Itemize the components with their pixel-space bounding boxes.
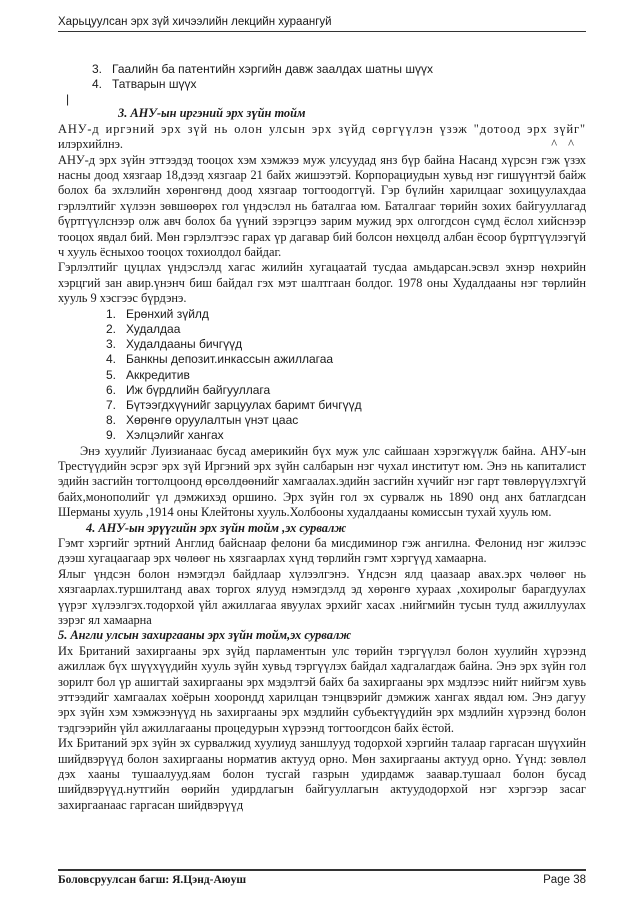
list-item bbox=[106, 398, 586, 413]
list-number: 3. bbox=[106, 337, 117, 352]
stray-mark: | bbox=[66, 92, 70, 107]
list-text: Банкны депозит.инкассын ажиллагаа bbox=[126, 352, 334, 367]
section3-paragraph1-line1: АНУ-д иргэний эрх зүй нь олон улсын эрх зүйд сөргүүлэн үзэж "дотоод эрх зүйг" bbox=[58, 121, 586, 136]
list-item bbox=[92, 77, 586, 92]
list-number: 8. bbox=[106, 413, 117, 428]
list-number: 5. bbox=[106, 367, 117, 382]
list-text: Бүтээгдхүүнийг зарцуулах баримт бичгүүд bbox=[126, 397, 362, 412]
list-text: Худалдааны бичгүүд bbox=[126, 337, 243, 352]
header-title: Харьцуулсан эрх зүй хичээлийн лекцийн хураангуй bbox=[58, 16, 332, 28]
section3-paragraph4: Энэ хуулийг Луизианаас бусад америкийн бүх муж улс сайшаан хэрэгжүүлж байна. АНУ-ын Трестүүдийн эсрэг эрх зүй Иргэний эрх зүйн салбарын нэг чухал институт юм. Энэ нь капиталист эдийн засгийн тогтолцоонд өрсөлдөөнийг хамгаалах.эдийн засгийн хүчийг нэг гарт төвлөрүүлэхгүй байх,монополийг үл дэмжихэд оршино. Эрх зүйн гол эх сурвалж нь 1890 онд анх батлагдсан Шерманы хууль ,1914 оны Клейтоны хууль.Холбооны худалдааны комиссын тухай хууль юм. bbox=[58, 443, 586, 520]
list-text: Ерөнхий зүйлд bbox=[126, 306, 209, 321]
list-number: 4. bbox=[106, 352, 117, 367]
section3-paragraph1-line2 bbox=[58, 137, 586, 152]
footer-author: Боловсруулсан багш: Я.Цэнд-Аюуш bbox=[58, 874, 247, 886]
page-footer bbox=[58, 869, 586, 886]
list-text: Хэлцэлийг хангах bbox=[126, 428, 224, 443]
section5-paragraph1: Их Британий захиргааны эрх зүйд парламентын улс төрийн тэргүүлэл болон хуулийн хүрээнд ажиллаж бүх шүүхүүдийн хууль зүйн хувьд тэргүүлэх байдал хадгалагдаж байна. Энэ эрх зүйн гол зорилт бол үр ашигтай захиргааны эрх мэдэлтэй байх ба захиргааны эрх мэдлээс нийт нийгэм хувь эттээдийг хамгаалах хоёрын хоорондд харилцан тэнцвэрийг дэмжиж хангах явдал юм. Энэ дагуу эрх зүйн хэм хэмжээнүүд нь захиргааны эрх мэдлийн субъектүүдийн эрх мэдлийн хүрээнд болон тэдгээрийн үйл ажиллагааны процедурын хүрээнд тогтоогдсон байх ёстой. bbox=[58, 643, 586, 735]
list-number: 7. bbox=[106, 397, 117, 412]
section4-heading: 4. АНУ-ын эрүүгийн эрх зүйн тойм ,эх сурвалж bbox=[86, 520, 347, 535]
list-number: 4. bbox=[92, 77, 103, 92]
list-text: Худалдаа bbox=[126, 321, 181, 336]
section5-paragraph2: Их Британий эрх зүйн эх сурвалжид хуулиуд заншлууд тодорхой хэргийн талаар гаргасан шүүхийн шийдвэрүүд болон захиргааны норматив актууд орно. Мөн захиргааны актууд орно. Үүнд: зөвлөл дэх хааны тушаалууд.яам болон тусгай газрын удирдамж заавар.тушаал болон бусад шийдвэрүүд.нутгийн өөрийн удирдлагын байгууллагын актуудодорхой нэг хэргээр засаг захиргаанаас гаргасан шийдвэрүүд bbox=[58, 736, 586, 812]
list-item bbox=[106, 352, 586, 367]
list-text: Татварын шүүх bbox=[112, 77, 197, 92]
section5-heading: 5. Англи улсын захиргааны эрх зүйн тойм,эх сурвалж bbox=[58, 628, 352, 643]
court-list bbox=[92, 62, 586, 92]
list-item bbox=[106, 337, 586, 352]
list-number: 3. bbox=[92, 62, 103, 76]
list-text: Хөрөнгө оруулалтын үнэт цаас bbox=[126, 413, 299, 428]
paragraph-text: илэрхийлнэ. bbox=[58, 137, 124, 152]
list-number: 1. bbox=[106, 306, 117, 321]
list-number: 9. bbox=[106, 428, 117, 443]
section4-paragraph2: Ялыг үндсэн болон нэмэгдэл байдлаар хүлээлгэнэ. Үндсэн ялд цаазаар авах.эрх чөлөөг нь хязгаарлах.туршилтанд авах торгох ялууд нэмэгдэлд эд хөрөнгө хураах ,хохиролыг барагдуулах үүрэг хүлээлгэх.тодорхой үйл ажиллагаа явуулах эрхийг хасах .нийгмийн тусын тулд ажиллуулах зэрэг ял хамаарна bbox=[58, 566, 586, 627]
page-header bbox=[58, 16, 586, 32]
list-item bbox=[106, 368, 586, 383]
list-number: 6. bbox=[106, 382, 117, 397]
page-number: Page 38 bbox=[543, 874, 586, 886]
list-text: Гаалийн ба патентийн хэргийн давж заалдах шатны шүүх bbox=[112, 62, 434, 76]
section3-paragraph2: АНУ-д эрх зүйн эттээдэд тооцох хэм хэмжээ муж улсуудад янз бүр байна Насанд хүрсэн гэж үзэх насны доод хязгаар 18,дээд хязгаар 21 байх жишээтэй. Корпорациудын хувьд нэг гишүүнтэй байж болох ба эхлэлийн хөрөнгөнд доод хязгаар тогтоодоггүй. Гэр бүлийн харилцааг зохицуулахдаа гэрлэлтийг хүлээн зөвшөөрөх гол үндэслэл нь баталгаа юм. Баталгааг төрийн зохих байгууллагад бүртгүүлснээр олж авч болох ба үүний зэрэгцээ зарим мужид эрх олгогдсон сүмд ёслол хийснээр тооцох явдал бий. Мөн гэрлэлтээс гарах үр дагавар бий болсон нөхцөлд албан ёсоор бүртгүүлээгүй ч хууль ёсныхоо тооцох тохиолдол байдаг. bbox=[58, 152, 586, 260]
list-number: 2. bbox=[106, 321, 117, 336]
list-item bbox=[106, 383, 586, 398]
section3-paragraph3: Гэрлэлтийг цуцлах үндэслэлд хагас жилийн хугацаатай тусдаа амьдарсан.эсвэл эхнэр нөхрийн хэрцгий зан авир.үнэнч биш байдал гэх мэт шалтгаан болдог. 1978 оны Худалдааны нэг төрлийн хууль 9 хэсгээс бүрдэнэ. bbox=[58, 260, 586, 306]
list-item bbox=[92, 62, 586, 77]
commercial-code-list bbox=[106, 307, 586, 444]
list-item bbox=[106, 322, 586, 337]
list-text: Аккредитив bbox=[126, 367, 190, 382]
list-item bbox=[106, 307, 586, 322]
caret-marks: ^ ^ bbox=[551, 137, 578, 152]
list-item bbox=[106, 428, 586, 443]
section3-heading: 3. АНУ-ын иргэний эрх зүйн тойм bbox=[118, 106, 306, 121]
section4-paragraph1: Гэмт хэргийг эртний Англид байснаар фелони ба мисдиминор гэж ангилна. Фелонид нэг жилээс дээш хугацаагаар эрх чөлөөг нь хязгаарлах хүнд төрлийн гэмт хэргүүд хамаарна. bbox=[58, 535, 586, 566]
list-item bbox=[106, 413, 586, 428]
list-text: Иж бүрдлийн байгууллага bbox=[126, 382, 271, 397]
page-content bbox=[58, 62, 586, 813]
